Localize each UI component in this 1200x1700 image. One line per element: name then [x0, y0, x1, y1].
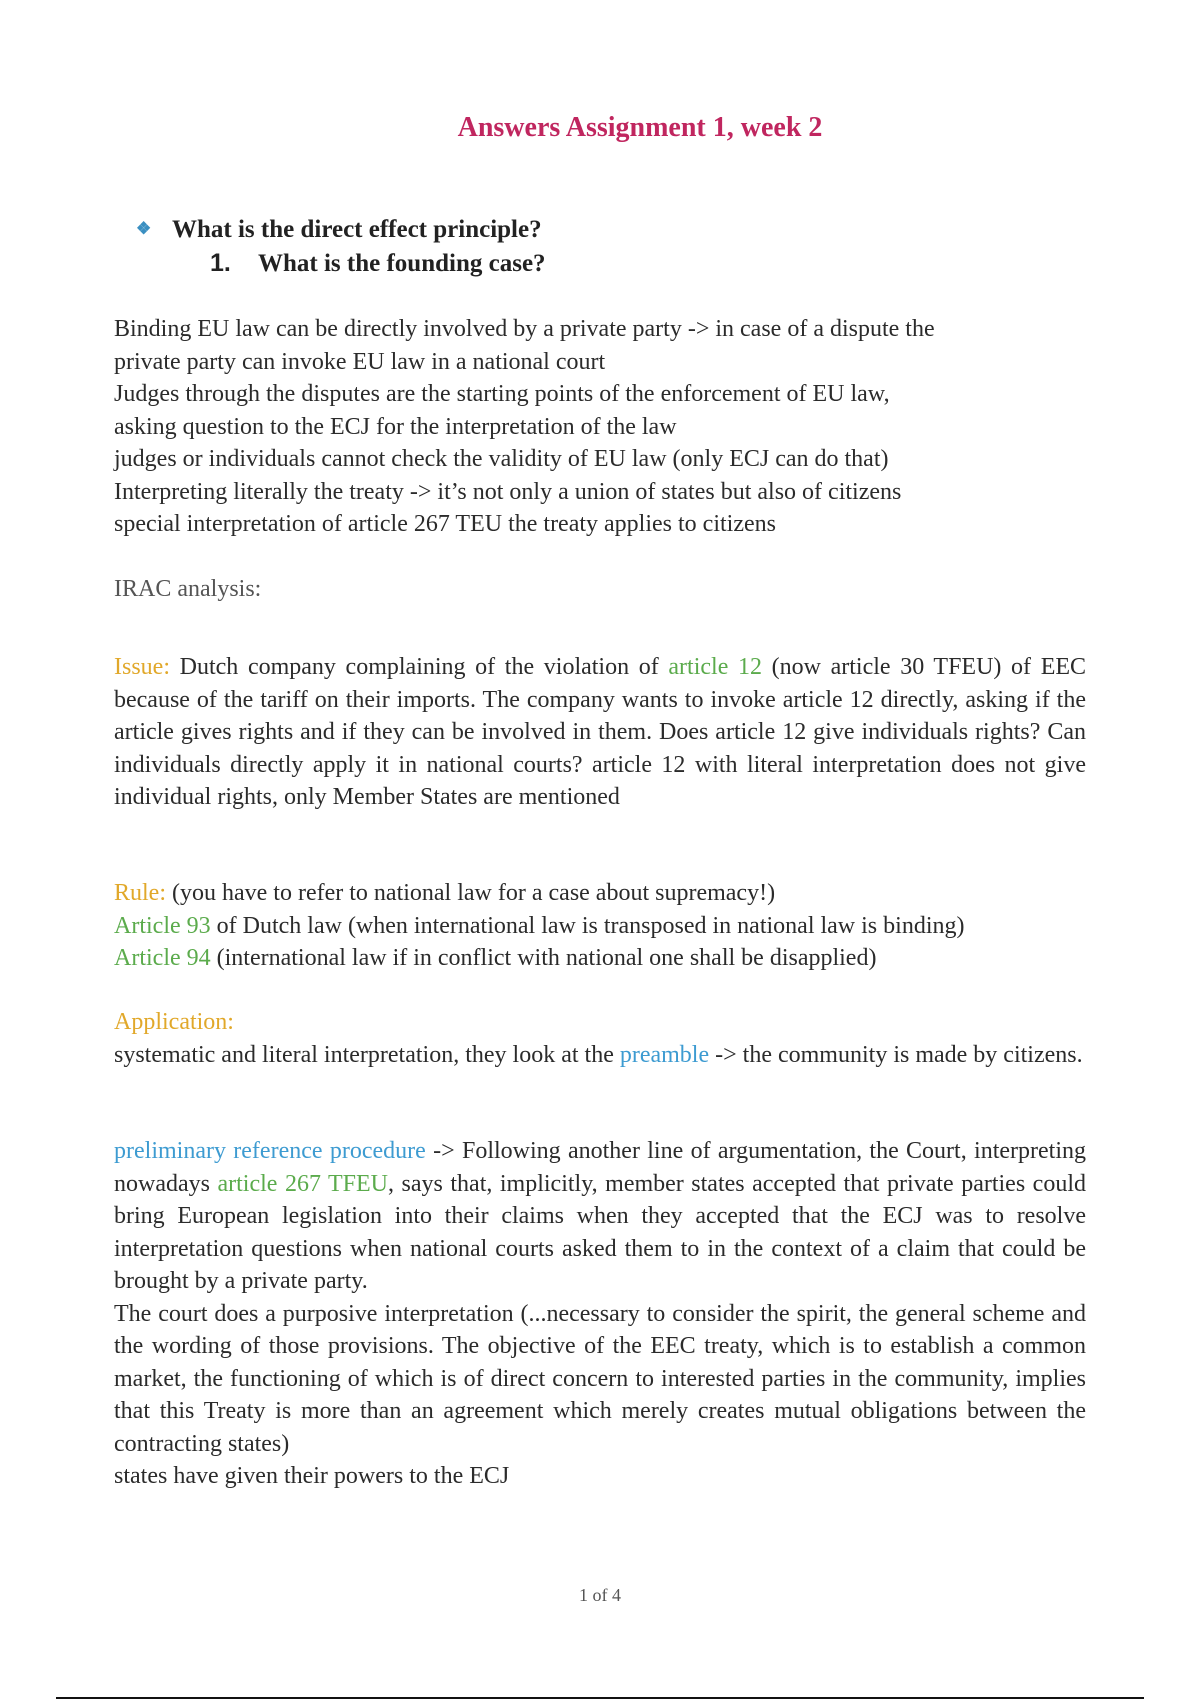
- intro-line: Binding EU law can be directly involved by a private party -> in case of a dispute the: [114, 316, 935, 342]
- intro-line: private party can invoke EU law in a national court: [114, 348, 606, 375]
- procedure-text-part: , says that, implicitly, member states accepted that private parties could bring European legislation into their claims when they accepted that the ECJ was to resolve interpretation questions when national courts asked them to in the context of a claim that could be brought by a private party.: [114, 1170, 1086, 1294]
- page-title: Answers Assignment 1, week 2: [457, 112, 823, 143]
- rule-line: [114, 910, 1086, 943]
- issue-text: Dutch company complaining of the violation of: [170, 654, 669, 680]
- article-93-link: Article 93: [114, 912, 211, 939]
- issue-label: Issue:: [114, 654, 170, 680]
- issue-paragraph: [114, 651, 1086, 814]
- procedure-text: [114, 1135, 1086, 1298]
- application-paragraph: [114, 1006, 1086, 1071]
- article-267-link: article 267 TFEU: [217, 1170, 389, 1197]
- preamble-link: preamble: [619, 1041, 710, 1068]
- application-text: [114, 1039, 1086, 1072]
- application-text-part: -> the community is made by citizens.: [709, 1041, 1083, 1068]
- procedure-paragraph: [114, 1135, 1086, 1493]
- article-93-text: of Dutch law (when international law is transposed in national law is binding): [210, 912, 965, 939]
- purposive-text: The court does a purposive interpretation (...necessary to consider the spirit, the general scheme and the wording of those provisions. The objective of the EEC treaty, which is to establish a common market, the functioning of which is of direct concern to interested parties in the community, implies that this Treaty is more than an agreement which merely creates mutual obligations between the contracting states): [114, 1300, 1086, 1457]
- intro-line: asking question to the ECJ for the interpretation of the law: [114, 413, 677, 440]
- rule-paragraph: [114, 877, 1086, 975]
- intro-line: judges or individuals cannot check the validity of EU law (only ECJ can do that): [114, 446, 889, 472]
- application-text-part: systematic and literal interpretation, they look at the: [114, 1041, 620, 1068]
- page-number: 1 of 4: [579, 1585, 621, 1605]
- issue-text-cont: (now article 30 TFEU) of EEC because of the tariff on their imports. The company wants to invoke article 12 directly, asking if the article gives rights and if they can be involved in them. Does article 12 give individuals rights? Can individuals directly apply it in national courts? article 12 with literal interpretation does not give individual rights, only Member States are mentioned: [114, 654, 1087, 810]
- intro-line: special interpretation of article 267 TEU the treaty applies to citizens: [114, 511, 776, 537]
- application-label: Application:: [114, 1009, 234, 1035]
- article-94-link: Article 94: [114, 945, 211, 971]
- diamond-bullet-icon: ❖: [136, 219, 152, 238]
- preliminary-reference-link: preliminary reference procedure: [114, 1138, 426, 1164]
- list-number: 1.: [210, 249, 231, 277]
- intro-paragraph: [114, 313, 1086, 541]
- rule-text: (you have to refer to national law for a case about supremacy!): [166, 880, 776, 906]
- rule-label: Rule:: [114, 880, 166, 906]
- question-direct-effect: [136, 216, 542, 244]
- intro-line: Interpreting literally the treaty -> it’s not only a union of states but also of citizens: [114, 478, 902, 505]
- irac-heading: IRAC analysis:: [114, 576, 262, 602]
- procedure-text-part: -> Following another line of argumentation, the Court, interpreting nowadays: [114, 1138, 1087, 1197]
- question-founding-case: [210, 249, 546, 278]
- rule-line: [114, 877, 1086, 910]
- bottom-divider: [56, 1697, 1144, 1699]
- closing-line: states have given their powers to the ECJ: [114, 1463, 510, 1489]
- rule-line: [114, 942, 1086, 975]
- question-text: What is the founding case?: [258, 250, 546, 277]
- intro-line: Judges through the disputes are the starting points of the enforcement of EU law,: [114, 381, 890, 407]
- article-12-link: article 12: [668, 654, 762, 680]
- question-text: What is the direct effect principle?: [172, 216, 542, 243]
- article-94-text: (international law if in conflict with national one shall be disapplied): [210, 945, 877, 971]
